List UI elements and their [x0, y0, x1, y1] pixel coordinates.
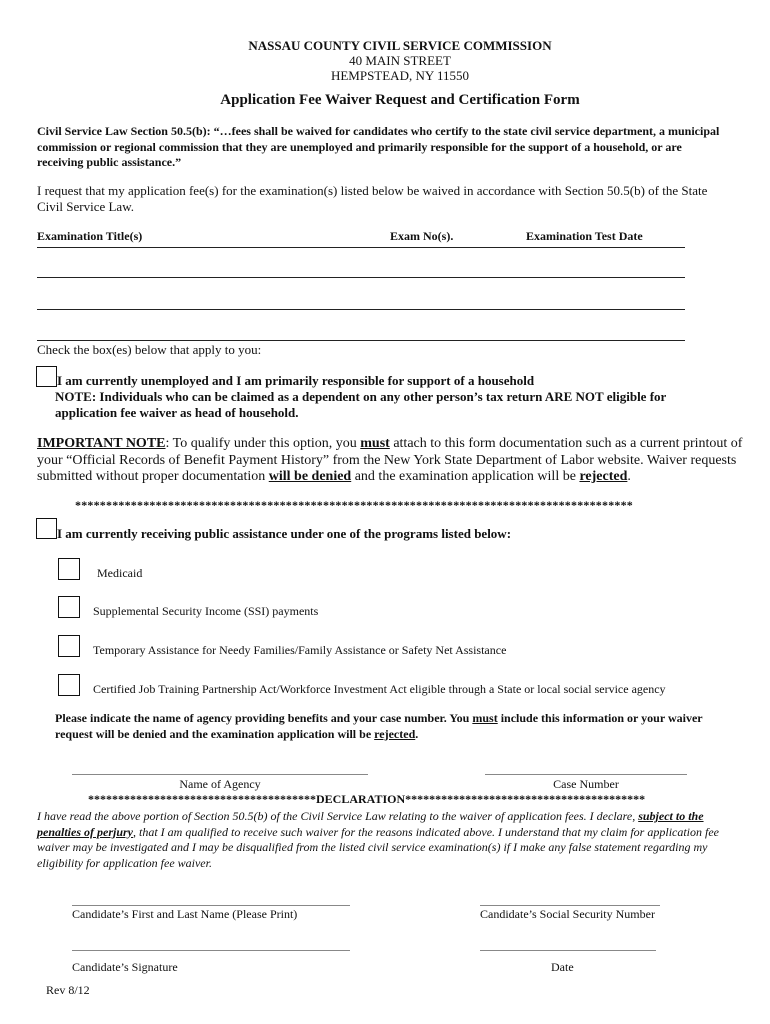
candidate-name-label: Candidate’s First and Last Name (Please Print)	[72, 907, 298, 921]
important-label: IMPORTANT NOTE	[37, 436, 166, 451]
declaration-text: I have read the above portion of Section 50.5(b) of the Civil Service Law relating to the waiver of application fees. I declare, subject to the penalties of perjury, that I am qualified to receive such waiver for the reasons indicated above. I understand that my claim for application fee waiver may be investigated and I may be disqualified from the listed civil service examination(s) if I make any false statement regarding my eligibility for application fee waiver.	[37, 809, 720, 870]
org-street: 40 MAIN STREET	[349, 53, 451, 68]
option-public-assistance-label: I am currently receiving public assistance under one of the programs listed below:	[57, 526, 512, 541]
rejected-emphasis: rejected	[374, 726, 416, 741]
org-city: HEMPSTEAD, NY 11550	[330, 68, 470, 83]
ssi-checkbox[interactable]	[58, 596, 80, 618]
must-emphasis: must	[472, 711, 498, 725]
agency-name-label: Name of Agency	[179, 777, 261, 791]
denied-emphasis: will be denied	[268, 469, 352, 484]
law-text: Civil Service Law Section 50.5(b): “…fees shall be waived for candidates who certify to the state civil service department, a municipal commission or regional commission that they are unemployed and primarily responsible for the support of a household, or are receiving public assistance.”	[37, 124, 720, 169]
exam-row-line[interactable]	[37, 309, 685, 310]
unemployed-checkbox[interactable]	[36, 366, 57, 387]
program-label: Supplemental Security Income (SSI) payments	[93, 604, 319, 618]
date-label: Date	[551, 960, 574, 974]
request-text: I request that my application fee(s) for the examination(s) listed below be waived in accordance with Section 50.5(b) of the State Civil Service Law.	[37, 183, 708, 214]
agency-name-field[interactable]	[72, 774, 368, 775]
program-label: Temporary Assistance for Needy Families/Family Assistance or Safety Net Assistance	[93, 643, 507, 657]
ssn-label: Candidate’s Social Security Number	[480, 907, 655, 921]
ssn-field[interactable]	[480, 905, 660, 906]
job-training-checkbox[interactable]	[58, 674, 80, 696]
check-prompt: Check the box(es) below that apply to you:	[37, 342, 262, 357]
exam-row-line[interactable]	[37, 340, 685, 341]
form-title: Application Fee Waiver Request and Certification Form	[220, 92, 580, 108]
signature-field[interactable]	[72, 950, 350, 951]
important-note: IMPORTANT NOTE: To qualify under this option, you must attach to this form documentation such as a current printout of your “Official Records of Benefit Payment History” from the New York State Department of Labor website. Waiver requests submitted without proper documentation will be denied and the examination application will be rejected.	[37, 436, 743, 484]
program-label: Certified Job Training Partnership Act/Workforce Investment Act eligible through a State or local social service agency	[93, 682, 666, 696]
case-number-field[interactable]	[485, 774, 687, 775]
case-number-label: Case Number	[553, 777, 619, 791]
signature-label: Candidate’s Signature	[72, 960, 178, 974]
option-unemployed-note: NOTE: Individuals who can be claimed as a dependent on any other person’s tax return ARE NOT eligible for application fee waiver as head of household.	[55, 389, 667, 420]
date-field[interactable]	[480, 950, 656, 951]
rejected-emphasis: rejected	[579, 469, 628, 484]
tanf-checkbox[interactable]	[58, 635, 80, 657]
org-name: NASSAU COUNTY CIVIL SERVICE COMMISSION	[248, 38, 552, 53]
candidate-name-field[interactable]	[72, 905, 350, 906]
star-separator: ******************************************************************************************	[75, 498, 633, 512]
revision-label: Rev 8/12	[46, 983, 90, 997]
exam-row-line[interactable]	[37, 277, 685, 278]
col-exam-no: Exam No(s).	[390, 229, 454, 243]
option-unemployed-label: I am currently unemployed and I am primarily responsible for support of a household	[57, 373, 535, 388]
col-test-date: Examination Test Date	[526, 229, 643, 243]
exam-row-line[interactable]	[37, 247, 685, 248]
perjury-emphasis: subject to the penalties of perjury	[37, 809, 704, 839]
agency-note: Please indicate the name of agency providing benefits and your case number. You must include this information or your waiver request will be denied and the examination application will be rejected.	[55, 711, 703, 741]
medicaid-checkbox[interactable]	[58, 558, 80, 580]
public-assistance-checkbox[interactable]	[36, 518, 57, 539]
col-exam-title: Examination Title(s)	[37, 229, 143, 243]
declaration-heading: **************************************DECLARATION****************************************	[88, 792, 646, 806]
program-label: Medicaid	[97, 566, 143, 580]
must-emphasis: must	[360, 436, 390, 451]
